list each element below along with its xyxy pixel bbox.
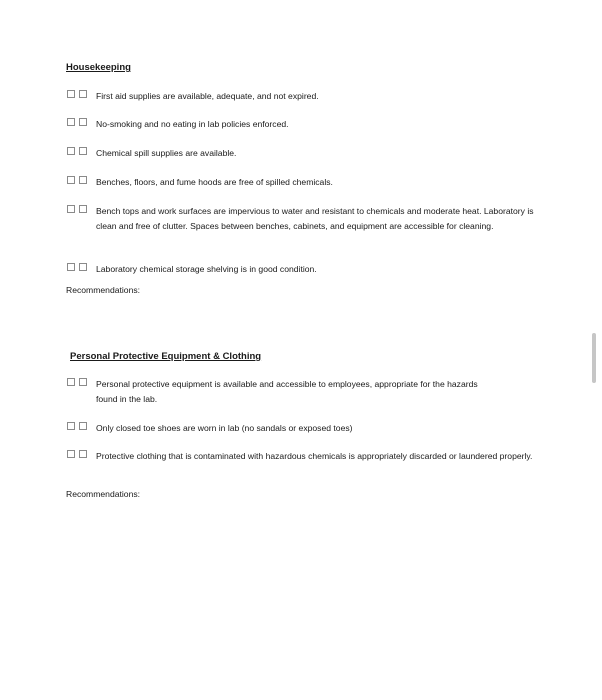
- checklist-item-text: Bench tops and work surfaces are impervious to water and resistant to chemicals and moderate heat. Laboratory is clean and free of clutter. Spaces between benches, cabinets, and equipment are accessible for cleaning.: [96, 206, 534, 231]
- checkbox-no[interactable]: [79, 422, 87, 430]
- checkbox-no[interactable]: [79, 147, 87, 155]
- checkbox-yes[interactable]: [67, 422, 75, 430]
- checkbox-pair: [67, 90, 87, 98]
- checkbox-pair: [67, 263, 87, 271]
- vertical-scrollbar[interactable]: [592, 333, 596, 383]
- housekeeping-heading: Housekeeping: [66, 62, 131, 73]
- checkbox-yes[interactable]: [67, 205, 75, 213]
- checkbox-no[interactable]: [79, 205, 87, 213]
- housekeeping-recommendations-label: Recommendations:: [66, 285, 141, 295]
- checklist-item-text: Personal protective equipment is available and accessible to employees, appropriate for the hazards found in the lab.: [96, 379, 478, 404]
- checkbox-no[interactable]: [79, 450, 87, 458]
- checkbox-no[interactable]: [79, 118, 87, 126]
- checkbox-pair: [67, 118, 87, 126]
- checkbox-yes[interactable]: [67, 147, 75, 155]
- checkbox-pair: [67, 147, 87, 155]
- checklist-item-text: Laboratory chemical storage shelving is in good condition.: [96, 264, 317, 274]
- checklist-item-text: Benches, floors, and fume hoods are free of spilled chemicals.: [96, 177, 333, 187]
- checkbox-yes[interactable]: [67, 450, 75, 458]
- checklist-item-text: Only closed toe shoes are worn in lab (no sandals or exposed toes): [96, 423, 353, 433]
- checkbox-yes[interactable]: [67, 176, 75, 184]
- checkbox-yes[interactable]: [67, 263, 75, 271]
- ppe-recommendations-label: Recommendations:: [66, 489, 141, 499]
- checkbox-yes[interactable]: [67, 378, 75, 386]
- checklist-item-text: Protective clothing that is contaminated with hazardous chemicals is appropriately discarded or laundered properly.: [96, 451, 533, 461]
- checklist-item-text: Chemical spill supplies are available.: [96, 148, 237, 158]
- checkbox-pair: [67, 378, 87, 386]
- checklist-item-text: First aid supplies are available, adequate, and not expired.: [96, 91, 319, 101]
- ppe-heading: Personal Protective Equipment & Clothing: [70, 351, 262, 362]
- checkbox-pair: [67, 422, 87, 430]
- checkbox-yes[interactable]: [67, 90, 75, 98]
- checkbox-no[interactable]: [79, 90, 87, 98]
- checkbox-no[interactable]: [79, 263, 87, 271]
- checkbox-no[interactable]: [79, 176, 87, 184]
- checkbox-pair: [67, 176, 87, 184]
- checkbox-pair: [67, 205, 87, 213]
- checkbox-no[interactable]: [79, 378, 87, 386]
- checklist-item-text: No-smoking and no eating in lab policies enforced.: [96, 119, 289, 129]
- checkbox-yes[interactable]: [67, 118, 75, 126]
- checkbox-pair: [67, 450, 87, 458]
